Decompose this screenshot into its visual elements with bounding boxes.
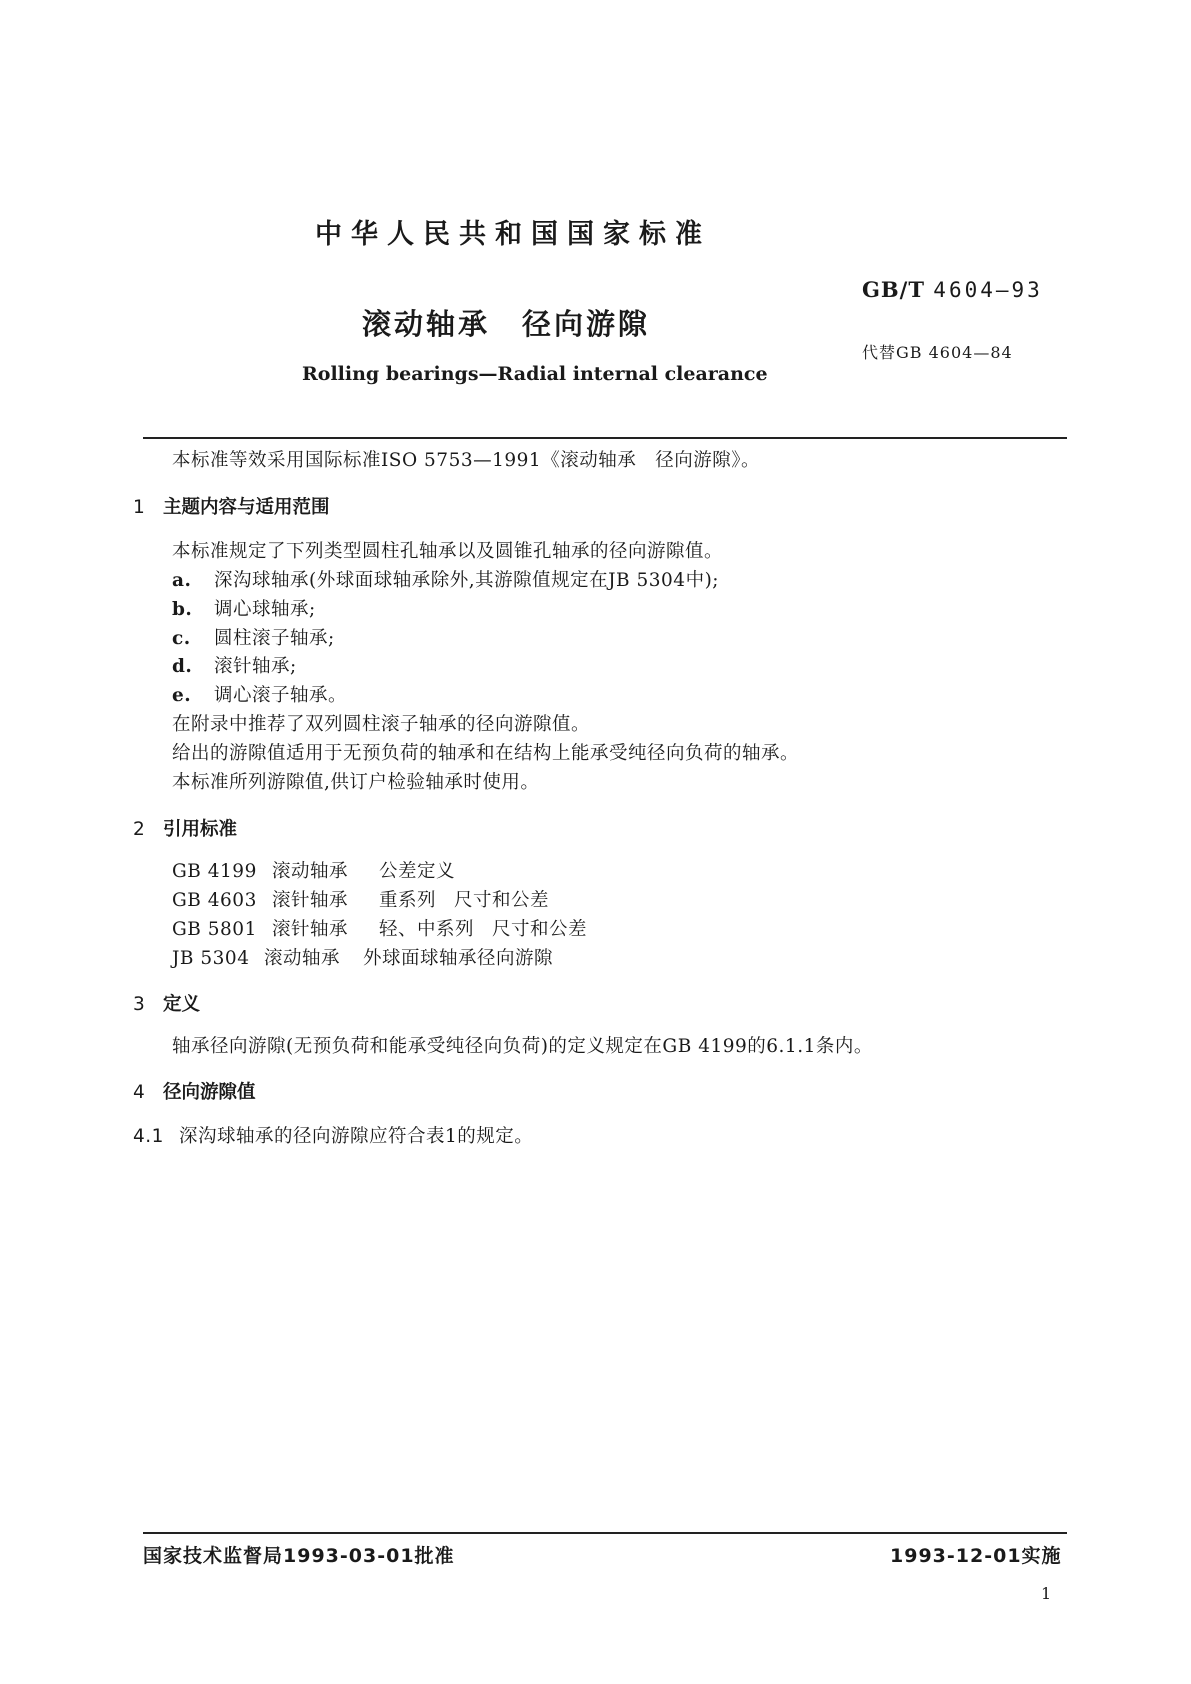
section-2-title: 引用标准 [163,819,238,840]
intro-paragraph: 本标准等效采用国际标准ISO 5753—1991《滚动轴承 径向游隙》。 [172,450,760,471]
list-item-letter: e. [172,685,192,706]
section-3-title: 定义 [163,994,201,1015]
reference-row [172,915,587,941]
section-3-heading [133,990,200,1016]
standard-code: 4604—93 [933,278,1043,302]
section-1-applies-paragraph: 给出的游隙值适用于无预负荷的轴承和在结构上能承受纯径向负荷的轴承。 [172,743,800,764]
reference-name: 滚动轴承 [272,861,349,882]
reference-code: JB 5304 [172,948,250,969]
section-1-title: 主题内容与适用范围 [163,497,330,518]
list-item-letter: c. [172,628,191,649]
section-3-definition: 轴承径向游隙(无预负荷和能承受纯径向负荷)的定义规定在GB 4199的6.1.1条内。 [172,1036,873,1057]
section-1-heading [133,493,330,519]
list-item-a [172,566,719,592]
replaces-standard: 代替GB 4604—84 [862,343,1013,362]
header-divider [143,437,1067,439]
section-1-usage-paragraph: 本标准所列游隙值,供订户检验轴承时使用。 [172,772,540,793]
standard-category-title: 中华人民共和国国家标准 [315,219,711,250]
reference-code: GB 4199 [172,861,257,882]
list-item-text: 滚针轴承; [214,656,297,677]
list-item-b [172,595,316,621]
section-2-number: 2 [133,819,145,840]
reference-name: 滚动轴承 [264,948,341,969]
reference-description: 公差定义 [379,861,456,882]
reference-description: 外球面球轴承径向游隙 [363,948,554,969]
reference-description: 尺寸和公差 [492,919,588,940]
list-item-text: 深沟球轴承(外球面球轴承除外,其游隙值规定在JB 5304中); [214,570,720,591]
list-item-text: 圆柱滚子轴承; [214,628,335,649]
document-title-chinese: 滚动轴承 径向游隙 [362,307,651,341]
list-item-letter: a. [172,570,192,591]
footer-divider [143,1532,1067,1534]
reference-code: GB 5801 [172,919,257,940]
document-title-english: Rolling bearings—Radial internal clearance [302,363,768,385]
reference-series: 轻、中系列 [379,919,475,940]
section-4-title: 径向游隙值 [163,1082,256,1103]
section-2-heading [133,815,237,841]
effective-date: 1993-12-01实施 [890,1545,1062,1567]
reference-code: GB 4603 [172,890,257,911]
section-4-number: 4 [133,1082,145,1103]
section-3-number: 3 [133,994,145,1015]
section-1-number: 1 [133,497,145,518]
list-item-text: 调心滚子轴承。 [214,685,348,706]
reference-series: 重系列 [379,890,437,911]
section-1-lead: 本标准规定了下列类型圆柱孔轴承以及圆锥孔轴承的径向游隙值。 [172,541,724,562]
page-number: 1 [1041,1584,1052,1603]
standard-prefix: GB/T [862,277,925,302]
section-4-heading [133,1078,256,1104]
list-item-e [172,681,347,707]
clause-4-1-text: 深沟球轴承的径向游隙应符合表1的规定。 [179,1126,534,1147]
approval-statement: 国家技术监督局1993-03-01批准 [143,1545,455,1567]
clause-4-1-number: 4.1 [133,1126,164,1147]
reference-description: 尺寸和公差 [454,890,550,911]
reference-name: 滚针轴承 [272,919,349,940]
standard-number [862,277,1043,302]
section-1-appendix-paragraph: 在附录中推荐了双列圆柱滚子轴承的径向游隙值。 [172,714,591,735]
list-item-c [172,624,335,650]
reference-row [172,857,455,883]
clause-4-1 [133,1122,533,1148]
list-item-d [172,652,297,678]
reference-row [172,886,549,912]
list-item-text: 调心球轴承; [214,599,316,620]
reference-name: 滚针轴承 [272,890,349,911]
list-item-letter: d. [172,656,193,677]
reference-row [172,944,553,970]
list-item-letter: b. [172,599,193,620]
